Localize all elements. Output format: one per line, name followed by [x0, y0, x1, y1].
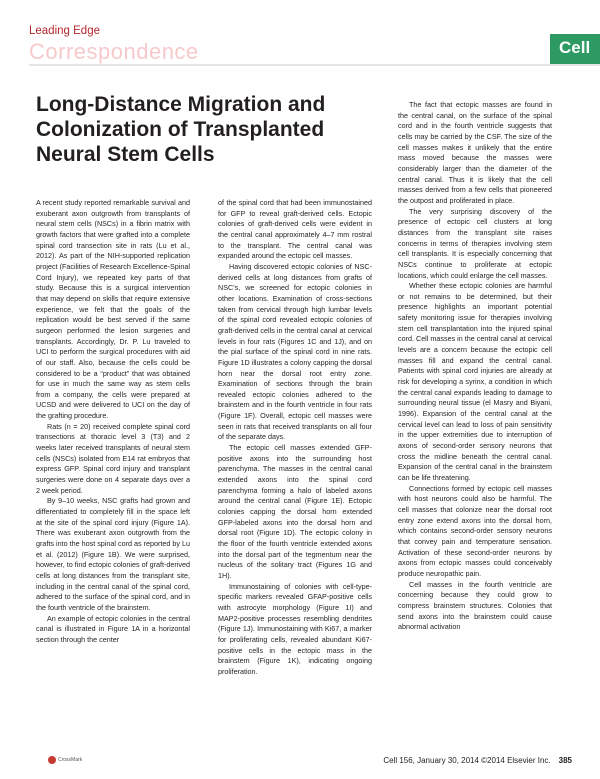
paragraph: of the spinal cord that had been immunostained for GFP to reveal graft-derived cells. Ectopic colonies of graft-derived cells were evident in the central canal approximately 4–7 mm rostral to the transplant. The central canal was expanded around the ectopic cell masses.: [218, 198, 372, 261]
paragraph: The ectopic cell masses extended GFP-positive axons into the surrounding host parenchyma. The masses in the central canal extended axons into the spinal cord parenchyma forming a halo of labeled axons around the central canal (Figure 1E). Ectopic colonies capping the dorsal horn extended GFP-labeled axons into the dorsal horn and dorsal root (Figure 1D). The ectopic colony in the floor of the fourth ventricle extended axons into the dorsal part of the tegmentum near the nucleus of the solitary tract (Figures 1G and 1H).: [218, 443, 372, 580]
text-column-2: [218, 198, 372, 678]
paragraph: A recent study reported remarkable survival and exuberant axon outgrowth from transplants of neural stem cells (NSCs) in a fibrin matrix with growth factors that were grafted into a complete spinal cord transection site in rats (Lu et al., 2012). As part of the NIH-supported replication project (Facilities of Research Excellence-Spinal Cord Injury), we repeated key parts of that study. Because this is a surgical intervention that may depend on skills that require extensive experience, we felt that the goals of the replication would be best served if the same surgeon performed the lesion surgeries and transplants. Accordingly, Dr. P. Lu traveled to UCI to perform the surgical procedures with aid of our staff. Also, because the cells could be considered to be a “product” that was obtained for use in much the same way as stem cells from a company, the cells were prepared at UCSD and were delivered to UCI on the day of the grafting procedure.: [36, 198, 190, 421]
article-title: Long-Distance Migration and Colonization of Transplanted Neural Stem Cells: [36, 93, 326, 166]
paragraph: Cell masses in the fourth ventricle are concerning because they could grow to compress brainstem structures. Colonies that send axons into the brainstem could cause abnormal activation: [398, 579, 552, 632]
journal-badge-label: Cell: [559, 38, 591, 57]
crossmark-label: CrossMark: [58, 757, 83, 763]
paragraph: Rats (n = 20) received complete spinal cord transections at thoracic level 3 (T3) and 2 weeks later received transplants of neural stem cells (NSCs) isolated from E14 rat embryos that express GFP. Spinal cord injury and transplant surgeries were done on 4 separate days over a 2 week period.: [36, 421, 190, 495]
paragraph: Having discovered ectopic colonies of NSC-derived cells at long distances from grafts of NSC’s, we screened for ectopic colonies in other locations. Examination of cross-sections taken from cervical through high lumbar levels of the spinal cord revealed ectopic colonies of graft-derived cells in the central canal at cervical levels in four rats (Figures 1C and 1J), and on the pial surface of the spinal cord in nine rats. Figure 1D illustrates a colony capping the dorsal horn near the dorsal root entry zone. Examination of sections through the brain revealed ectopic colonies adhered to the brainstem and in the fourth ventricle in four rats (Figure 1F). Overall, ectopic cell masses were seen in rats that received transplants on all four of the separate days.: [218, 261, 372, 442]
paragraph: The very surprising discovery of the presence of ectopic cell clusters at long distances from the transplant site raises concerns in terms of therapies involving stem cell transplants. It is especially concerning that NSCs continue to proliferate at ectopic locations, which could enlarge the cell masses.: [398, 206, 552, 280]
journal-badge: [550, 34, 600, 64]
text-column-1: [36, 198, 190, 646]
citation-text: Cell 156, January 30, 2014 ©2014 Elsevier Inc.: [383, 756, 551, 765]
section-title: Correspondence: [29, 39, 199, 64]
paragraph: By 9–10 weeks, NSC grafts had grown and differentiated to completely fill in the space left at the site of the spinal cord injury (Figure 1A). There was exuberant axon outgrowth from the grafts into the host spinal cord as reported by Lu et al. (2012) (Figure 1B). We were surprised, however, to find ectopic colonies of graft-derived cells at long distances from the transplant site, including in the central canal of the spinal cord, adhered to the surface of the spinal cord, and in the fourth ventricle of the brainstem.: [36, 496, 190, 612]
paragraph: An example of ectopic colonies in the central canal is illustrated in Figure 1A in a horizontal section through the center: [36, 613, 190, 644]
paragraph: Connections formed by ectopic cell masses with host neurons could also be harmful. The cell masses that colonize near the dorsal root entry zone extend axons into the dorsal horn, which contains second-order sensory neurons that convey pain and temperature sensation. Activation of these second-order neurons by axons from ectopic masses could conceivably produce neuropathic pain.: [398, 483, 552, 578]
paragraph: The fact that ectopic masses are found in the central canal, on the surface of the spinal cord and in the fourth ventricle suggests that cells may be carried by the CSF. The size of the cell masses makes it unlikely that the entire mass moved because the masses were considerably larger than the diameter of the central canal. Thus it is likely that the cell masses derived from a few cells that pioneered the outpost and proliferated in place.: [398, 100, 552, 205]
text-column-3: [398, 100, 552, 633]
crossmark-badge[interactable]: [48, 756, 82, 764]
page-number: 385: [558, 756, 572, 765]
header-rule: [29, 64, 600, 66]
paragraph: Immunostaining of colonies with cell-type-specific markers revealed GFAP-positive cells with astrocyte morphology (Figure 1I) and MAP2-positive processes resembling dendrites (Figure 1J). Immunostaining with Ki67, a marker for proliferating cells, revealed abundant Ki67-positive cells in the ectopic mass in the brainstem (Figure 1K), indicating ongoing proliferation.: [218, 581, 372, 676]
crossmark-icon: [48, 756, 56, 764]
page-footer: [0, 752, 600, 772]
citation: [383, 756, 572, 765]
paragraph: Whether these ectopic colonies are harmful or not remains to be determined, but their presence highlights an important potential safety monitoring issue for therapies involving stem cell transplantation into the injured spinal cord. Cell masses in the central canal at cervical levels are a concern because the ectopic cell masses fill and expand the central canal. Patients with spinal cord injuries are already at risk for developing a syrinx, a condition in which the central canal expands leading to damage to surrounding neural tissue (el Masry and Biyani, 1996). Expansion of the central canal at the cervical level can lead to loss of pain sensitivity in the upper extremities due to interruption of axons of second-order sensory neurons that cross the midline beneath the central canal. Expansion of the central canal in the brainstem can be life threatening.: [398, 281, 552, 482]
section-label: Leading Edge: [29, 25, 100, 37]
